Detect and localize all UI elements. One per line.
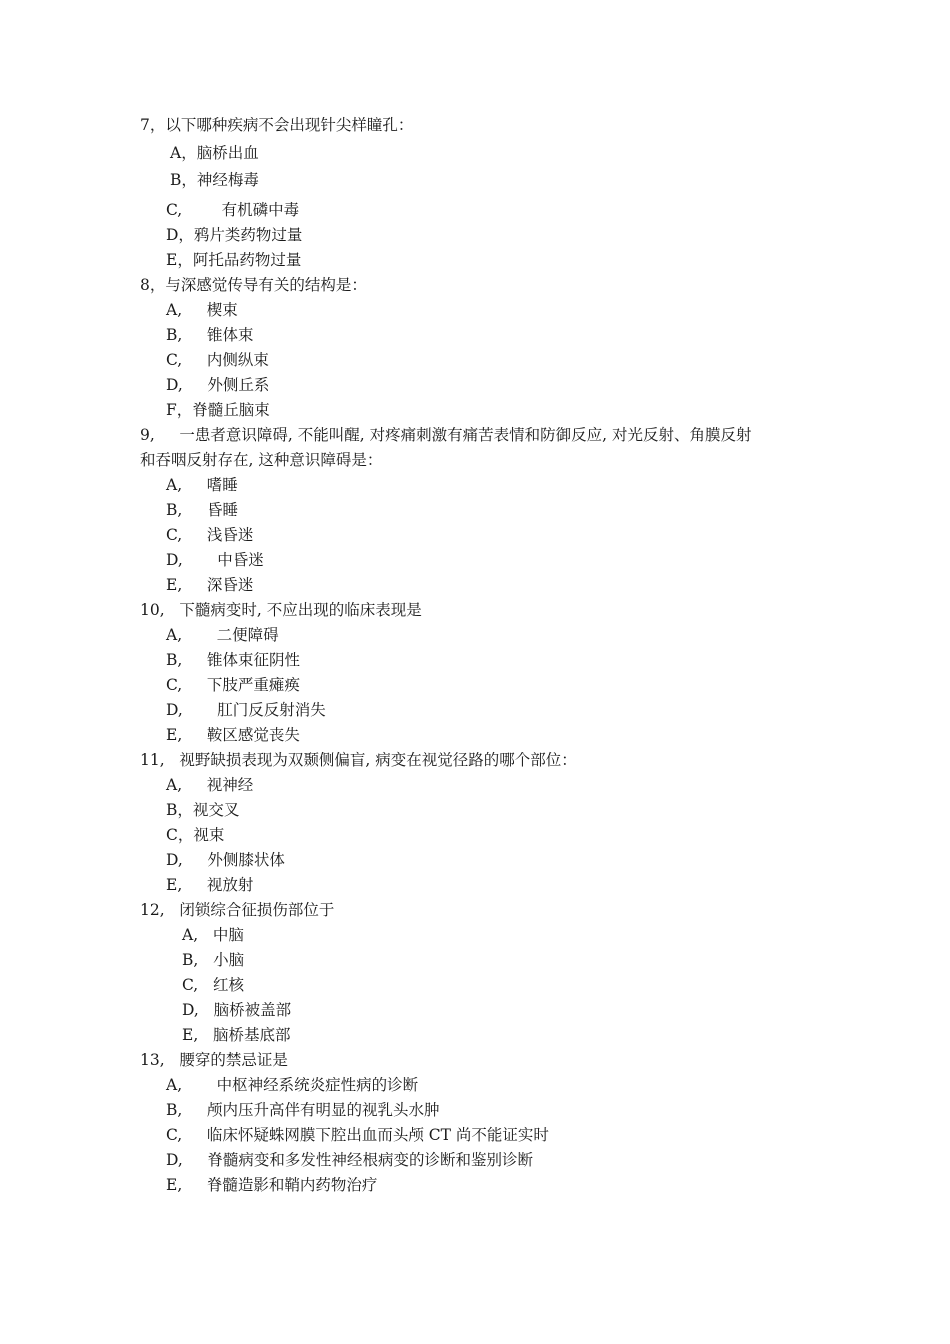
question-13: 13, 腰穿的禁忌证是 [140,1051,288,1069]
option-line: D, 肛门反反射消失 [166,701,326,719]
option-line: D, 脊髓病变和多发性神经根病变的诊断和鉴别诊断 [166,1151,533,1169]
option-line: E, 脊髓造影和鞘内药物治疗 [166,1176,378,1194]
option-line: E, 深昏迷 [166,576,254,594]
option-line: C, 内侧纵束 [166,351,269,369]
option-line: E, 视放射 [166,876,254,894]
option-line: B, 颅内压升高伴有明显的视乳头水肿 [166,1101,440,1119]
option-line: A, 二便障碍 [166,626,279,644]
question-8: 8，与深感觉传导有关的结构是： [140,276,367,294]
question-7: 7，以下哪种疾病不会出现针尖样瞳孔： [140,116,414,134]
option-line: C, 浅昏迷 [166,526,254,544]
option-line: D, 外侧膝状体 [166,851,285,869]
option-line: E, 鞍区感觉丧失 [166,726,300,744]
option-line: B, 小脑 [182,951,245,969]
option-line: C, 下肢严重瘫痪 [166,676,300,694]
question-9-continued: 和吞咽反射存在, 这种意识障碍是： [140,451,383,469]
option-line: B, 锥体束 [166,326,254,344]
option-line: B，神经梅毒 [170,171,259,189]
option-line: A, 楔束 [166,301,238,319]
option-line: E, 脑桥基底部 [182,1026,291,1044]
option-line: A, 中枢神经系统炎症性病的诊断 [166,1076,419,1094]
question-12: 12, 闭锁综合征损伤部位于 [140,901,335,919]
option-line: D，鸦片类药物过量 [166,226,303,244]
option-line: C, 临床怀疑蛛网膜下腔出血而头颅 CT 尚不能证实时 [166,1126,549,1144]
option-line: A, 中脑 [182,926,244,944]
option-line: A, 视神经 [166,776,254,794]
option-line: E，阿托品药物过量 [166,251,302,269]
option-line: B，视交叉 [166,801,240,819]
option-line: A, 嗜睡 [166,476,238,494]
option-line: D, 脑桥被盖部 [182,1001,292,1019]
question-9: 9, 一患者意识障碍, 不能叫醒, 对疼痛刺激有痛苦表情和防御反应, 对光反射、角膜反射 [140,426,752,444]
question-11: 11, 视野缺损表现为双颞侧偏盲, 病变在视觉径路的哪个部位： [140,751,577,769]
option-line: F，脊髓丘脑束 [166,401,270,419]
option-line: C, 红核 [182,976,245,994]
option-line: B, 锥体束征阴性 [166,651,300,669]
question-10: 10, 下髓病变时, 不应出现的临床表现是 [140,601,422,619]
option-line: C, 有机磷中毒 [166,201,300,219]
option-line: C，视束 [166,826,225,844]
option-line: D, 外侧丘系 [166,376,270,394]
option-line: A，脑桥出血 [170,144,259,162]
option-line: D, 中昏迷 [166,551,264,569]
option-line: B, 昏睡 [166,501,238,519]
